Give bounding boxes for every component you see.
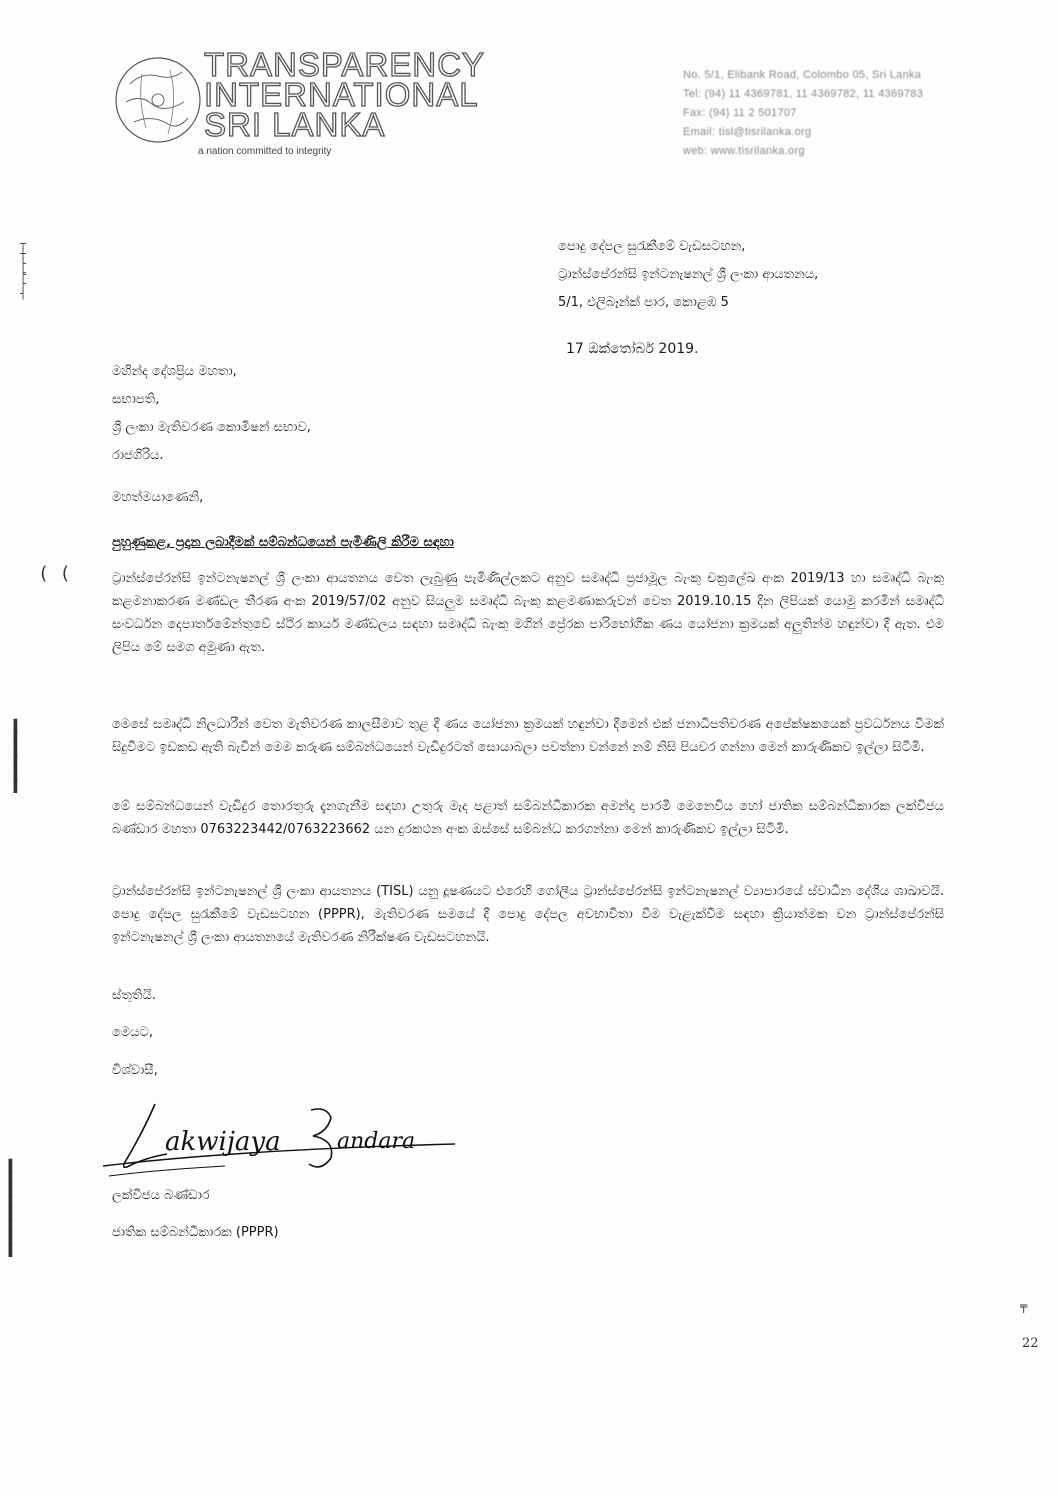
ti-logo — [112, 46, 485, 160]
body-paragraph-1: ට්‍රාන්ස්පේරන්සි ඉන්ටනැෂනල් ශ්‍රී ලංකා ආයතනය වෙත ලැබුණු පැමිණිල්ලකට අනුව සමෘද්ධි ප්‍රජාමූල බැංකු චක්‍රලේඛ අංක 2019/13 හා සමෘද්ධි බැංකු කළමනාකරණ මණ්ඩල තීරණ අංක 2019/57/02 අනුව සියලුම සමෘද්ධි බැංකු කළමණාකරුවන් වෙත 2019.10.15 දින ලිපියක් යොමු කරමින් සමෘද්ධි සංවර්ධන දෙපාර්තමේන්තුවේ ස්ථිර කාර්ය මණ්ඩලය සඳහා සමෘද්ධි බැංකු මගින් ප්‍රේරක පාරිභෝගික ණය යෝජනා ක්‍රමයක් අලුතින්ම හඳුන්වා දී ඇත. එම ලිපිය මේ සමග අමුණා ඇත. — [112, 571, 944, 655]
subject-line: පුහුණුකළ, ප්‍රදාන ලබාදීමක් සම්බන්ධයෙන් පැමිණිලි කිරීම සඳහා — [112, 535, 454, 550]
handwritten-signature — [95, 1092, 465, 1182]
closing-thanks: ස්තුතියි. — [112, 988, 156, 1003]
logo-tagline: a nation committed to integrity — [198, 146, 332, 157]
logo-line-1: TRANSPARENCY — [204, 46, 485, 83]
letter-date: 17 ඔක්තෝබර් 2019. — [566, 341, 699, 357]
logo-wordmark — [204, 46, 485, 143]
logo-line-2: INTERNATIONAL — [204, 76, 479, 113]
page-number: 22 — [1022, 1336, 1039, 1351]
closing-faithfully: විශ්වාසී, — [112, 1063, 158, 1078]
sender-address — [558, 233, 818, 317]
recipient-line-1: මහින්ද දේශප්‍රිය මහතා, — [112, 364, 237, 379]
scan-artifact: ▐ ▐ ▐ ▐ ▐ ▐ ▐ ▐ — [5, 1159, 13, 1257]
closing-yours: මෙයට, — [112, 1025, 154, 1040]
logo-line-3: SRI LANKA — [204, 106, 386, 143]
scan-artifact: ( ( — [38, 563, 71, 584]
body-paragraph-3: මේ සම්බන්ධයෙන් වැඩිදුර තොරතුරු දැනගැනීම සඳහා උතුරු මැද පළාත් සම්බන්ධීකාරක අමන්දා පාරමී මෙනෙවිය හෝ ජාතික සම්බන්ධීකාරක ලක්විජය බණ්ඩාර මහතා 0763223442/0763223662 යන දුරකථන අංක ඔස්සේ සම්බන්ධ කරගන්නා මෙන් කාරුණිකව ඉල්ලා සිටිමි. — [112, 799, 944, 837]
svg-text:akwijaya: akwijaya — [165, 1127, 281, 1157]
contact-address: No. 5/1, Elibank Road, Colombo 05, Sri Lanka — [683, 69, 922, 81]
scan-artifact: ▐ ▐ ▐ ▐ ▐ ▐ — [10, 719, 18, 793]
recipient-address — [112, 358, 311, 470]
scan-artifact: ╤ — [1020, 1299, 1028, 1313]
recipient-line-4: රාජගිරිය. — [112, 448, 164, 463]
svg-text:andara: andara — [337, 1129, 416, 1154]
salutation: මහත්මයාණෙනි, — [112, 490, 204, 505]
contact-email: Email: tisl@tisrilanka.org — [683, 126, 812, 138]
contact-phone: Tel: (94) 11 4369781, 11 4369782, 11 4369783 — [683, 88, 924, 100]
body-paragraph-2: මෙසේ සමෘද්ධි නිලධාරීන් වෙත මැතිවරණ කාලසීමාව තුළ දී ණය යෝජනා ක්‍රමයක් හඳුන්වා දීමෙන් එක් ජනාධිපතිවරණ අපේක්ෂකයෙක් ප්‍රවර්ධනය වීමක් සිදුවීමට ඉඩකඩ ඇති බැවින් මෙම කරුණ සම්බන්ධයෙන් වැඩිදුරටත් සොයාබලා පවත්නා වන්නේ නම් නිසි පියවර ගන්නා මෙන් කාරුණිකව ඉල්ලා සිටිමි. — [112, 717, 944, 755]
contact-fax: Fax: (94) 11 2 501707 — [683, 107, 797, 119]
signer-title: ජාතික සම්බන්ධීකාරක (PPPR) — [112, 1225, 279, 1240]
body-paragraph-4: ට්‍රාන්ස්පේරන්සි ඉන්ටනැෂනල් ශ්‍රී ලංකා ආයතනය (TISL) යනු දූෂණයට එරෙහි ගෝලීය ට්‍රාන්ස්පේරන්සි ඉන්ටනැෂනල් ව්‍යාපාරයේ ස්වාධීන දේශීය ශාඛාවයි. පොදු දේපල සුරැකීමේ වැඩසටහන (PPPR), මැතිවරණ සමයේ දී පොදු දේපල අවභාවිතා වීම වැළැක්වීම සඳහා ක්‍රියාත්මක වන ට්‍රාන්ස්පේරන්සි ඉන්ටනැෂනල් ශ්‍රී ලංකා ආයතනයේ මැතිවරණ නිරීක්ෂණ වැඩසටහනයි. — [112, 884, 944, 945]
sender-line-1: පොදු දේපල සුරැකීමේ වැඩසටහන, — [558, 239, 746, 254]
recipient-line-2: සභාපති, — [112, 392, 160, 407]
recipient-line-3: ශ්‍රී ලංකා මැතිවරණ කොමිෂන් සභාව, — [112, 420, 311, 435]
scan-artifact: ┬ ┼ ├ ╞ ├ ┤ — [20, 239, 27, 300]
sender-line-2: ට්‍රාන්ස්පේරන්සි ඉන්ටනැෂනල් ශ්‍රී ලංකා ආයතනය, — [558, 267, 819, 282]
globe-logo-icon — [112, 54, 204, 146]
contact-web: web: www.tisrilanka.org — [683, 145, 805, 157]
signer-name: ලක්විජය බණ්ඩාර — [112, 1188, 210, 1203]
contact-block — [683, 66, 923, 161]
sender-line-3: 5/1, එලිබෑන්ක් පාර, කොළඹ 5 — [558, 295, 729, 310]
